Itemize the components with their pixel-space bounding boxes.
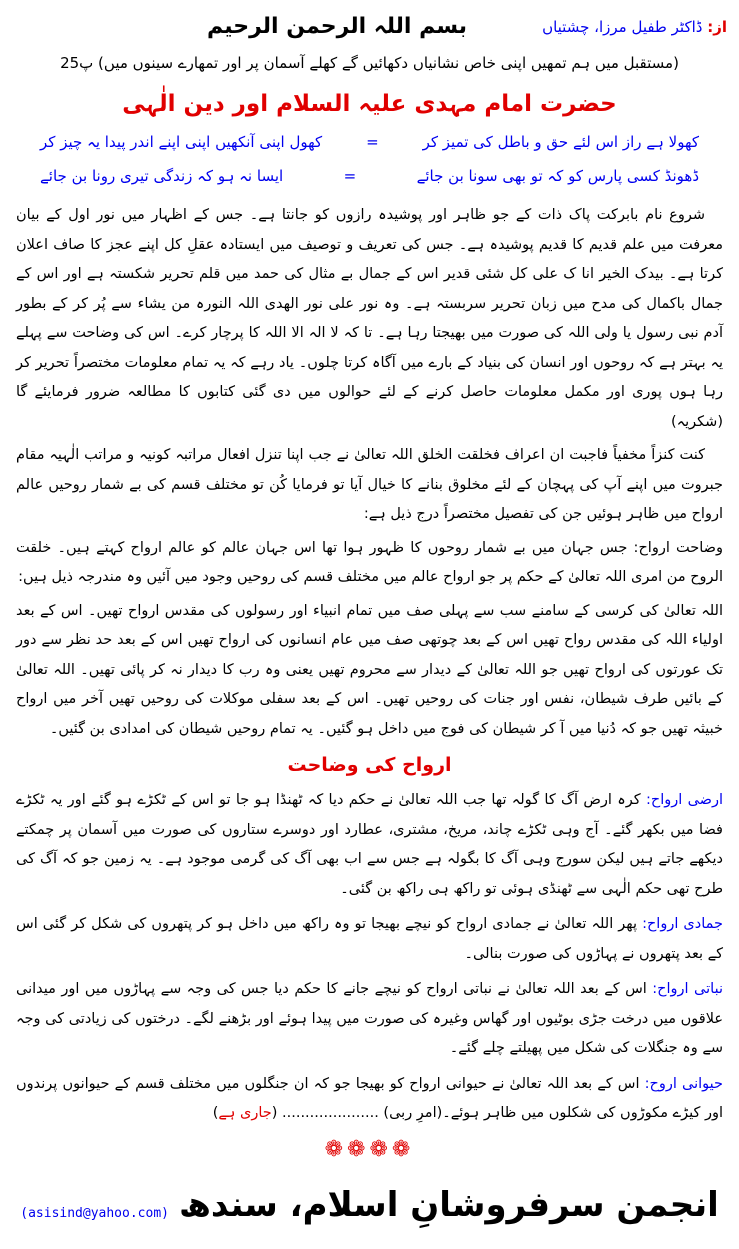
- continued-label: جاری ہے: [218, 1105, 272, 1121]
- ranks-paragraph: اللہ تعالیٰ کی کرسی کے سامنے سب سے پہلی صف میں تمام انبیاء اور رسولوں کی مقدس ارواح تھیں۔ اس کے بعد اولیاء اللہ کی مقدس رواح تھیں اس کے بعد چوتھی صف میں عام انسانوں کی ارواح تھیں اس کے بعد حد نظر سے دور تک عورتوں کی ارواح تھیں جو اللہ تعالیٰ کے دیدار سے محروم تھیں یعنی وہ رب کا دیدار نہ کر پائی تھیں۔ اللہ تعالیٰ کے بائیں طرف شیطان، نفس اور جنات کی روحیں تھیں۔ اس کے بعد سفلی موکلات کی روحیں تھیں آخر میں ارواح خبیثہ تھیں جو کہ دُنیا میں آ کر شیطان کی فوج میں داخل ہو گئیں۔ یہ تمام روحیں شیطان کی امدادی بن گئیں۔: [16, 602, 723, 737]
- section-heading: ارواح کی وضاحت: [287, 754, 452, 776]
- section-label: نباتی ارواح:: [652, 981, 724, 997]
- equals-separator: =: [343, 167, 357, 185]
- author-line: [542, 18, 727, 36]
- section-text: پھر اللہ تعالیٰ نے جمادی ارواح کو نیچے بھیجا تو وہ راکھ میں داخل ہو کر پتھروں کی شکل کر گئی اس کے بعد پتھروں نے پہاڑوں کی صورت بنالی۔: [16, 916, 723, 962]
- author-name: ڈاکٹر طفیل مرزا، چشتیاں: [542, 17, 703, 36]
- email-link[interactable]: (asisind@yahoo.com): [20, 1205, 169, 1221]
- equals-separator: =: [366, 133, 379, 151]
- couplet-first: کھولا ہے راز اس لئے حق و باطل کی تمیز کر: [422, 133, 699, 151]
- verse-quote: (مستقبل میں ہم تمھیں اپنی خاص نشانیاں دکھائیں گے کھلے آسمان پر اور تمھارے سینوں میں) پ25: [60, 54, 679, 72]
- section-label: جمادی ارواح:: [642, 916, 723, 932]
- section-mineral-souls: [16, 910, 723, 969]
- ornament-flowers-icon: ❁❁❁❁: [324, 1136, 415, 1162]
- section-text: کرہ ارض آگ کا گولہ تھا جب اللہ تعالیٰ نے حکم دیا کہ ٹھنڈا ہو جا تو اس کے ٹکڑے ہو گئے اور یہ ٹکڑے فضا میں بکھر گئے۔ آج وہی ٹکڑے چاند، مریخ، مشتری، عطارد اور دوسرے ستاروں کی صورت میں آسمان پر چمکتے دیکھے جاتے ہیں لیکن سورج وہی آگ کا بگولہ ہے جس سے اب بھی آگ کی گرمی موجود ہے۔ یہ زمین جو کہ آگ کی طرح تھی حکم الٰہی سے ٹھنڈی ہوئی تو راکھ ہی راکھ بن گئی۔: [16, 792, 723, 897]
- explanation-paragraph: وضاحت ارواح: جس جہان میں بے شمار روحوں کا ظہور ہوا تھا اس جہان عالم کو عالم ارواح کہتے ہیں۔ خلقت الروح من امری اللہ تعالیٰ کے حکم پر جو ارواح عالم میں مختلف قسم کی روحیں وجود میں آئیں وہ مندرجہ ذیل ہیں:: [16, 539, 723, 585]
- section-text: اس کے بعد اللہ تعالیٰ نے نباتی ارواح کو نیچے جانے کا حکم دیا جس کی وجہ سے پہاڑوں میں اور میدانی علاقوں میں درخت جڑی بوٹیوں اور گھاس وغیرہ کی صورت میں پیدا ہوئے اور بڑھنے لگے۔ درختوں کی زیادتی کی وجہ سے وہ جنگلات کی شکل میں پھیلتے چلے گئے۔: [16, 981, 723, 1056]
- section-text: اس کے بعد اللہ تعالیٰ نے حیوانی ارواح کو بھیجا جو کہ ان جنگلوں میں مختلف قسم کے حیوانوں پرندوں اور کیڑے مکوڑوں کی شکلوں میں ظاہر ہوئے۔(امرِ ربی) ..................... (: [16, 1075, 723, 1121]
- couplet-line: [40, 129, 699, 155]
- close-paren: ): [212, 1105, 219, 1121]
- section-plant-souls: [16, 975, 723, 1064]
- section-earthly-souls: [16, 786, 723, 904]
- couplet-second: کھول اپنی آنکھیں اپنی اپنے اندر پیدا یہ چیز کر: [40, 133, 323, 151]
- section-label: ارضی ارواح:: [645, 792, 723, 808]
- couplet-first: ڈھونڈ کسی پارس کو کہ تو بھی سونا بن جائے: [416, 167, 699, 185]
- couplet-second: ایسا نہ ہو کہ زندگی تیری رونا بن جائے: [40, 167, 284, 185]
- page-title: حضرت امام مہدی علیہ السلام اور دین الٰہی: [122, 91, 617, 117]
- footer-row: [0, 1181, 739, 1229]
- bismillah: بسم اللہ الرحمن الرحیم: [207, 14, 468, 39]
- section-label: حیوانی اروح:: [644, 1075, 723, 1092]
- intro-paragraph: شروع نام بابرکت پاک ذات کے جو ظاہر اور پوشیدہ رازوں کو جانتا ہے۔ جس کے اظہار میں نور اول کے بیان معرفت میں علم قدیم کا قدیم پوشیدہ ہے۔ جس کی تعریف و توصیف میں ایستادہ عقلِ کل اپنے عجز کا صاف اعلان کرتا ہے۔ بیدک الخیر انا ک علی کل شئی قدیر اس کے جمال بے مثال کی حمد میں قلم تحریر شکستہ ہے اور اس کے جمال باکمال کی مدح میں زبان تحریر سربستہ ہے۔ وہ نور علی نور الھدی اللہ النورہ من یشاء سے پُر کر کے بطور آدم نبی رسول یا ولی اللہ کی صورت میں بھیجتا رہا ہے۔ تا کہ لا الہ الا اللہ کا پرچار کرے۔ اس کی وضاحت سے پہلے یہ بہتر ہے کہ روحوں اور انسان کی بنیاد کے بارے میں آگاہ کرتا چلوں۔ یاد رہے کہ یہ تمام معلومات مختصراً تحریر کر رہا ہوں پوری اور مکمل معلومات حاصل کرنے کے لئے حوالوں میں دی گئی کتابوں کا مطالعہ ضرور فرمایئے گا (شکریہ): [16, 207, 723, 430]
- header-row: [0, 14, 739, 39]
- author-label: از:: [707, 17, 727, 36]
- creation-paragraph: کنت کنزاً مخفیاً فاجبت ان اعراف فخلقت الخلق اللہ تعالیٰ نے جب اپنا تنزل افعال مراتبہ کونیہ و مراتب الٰہیہ مقام جبروت میں اپنے آپ کی پہچان کے لئے مخلوق بنانے کا خیال آیا تو فرمایا کُن تو مختلف قسم کی بے شمار روحیں عالم ارواح میں ظاہر ہوئیں جن کی تفصیل مختصراً درج ذیل ہے:: [16, 447, 723, 522]
- couplet-line: [40, 163, 699, 189]
- section-animal-souls: [16, 1070, 723, 1129]
- organization-name: انجمن سرفروشانِ اسلام، سندھ: [178, 1184, 719, 1225]
